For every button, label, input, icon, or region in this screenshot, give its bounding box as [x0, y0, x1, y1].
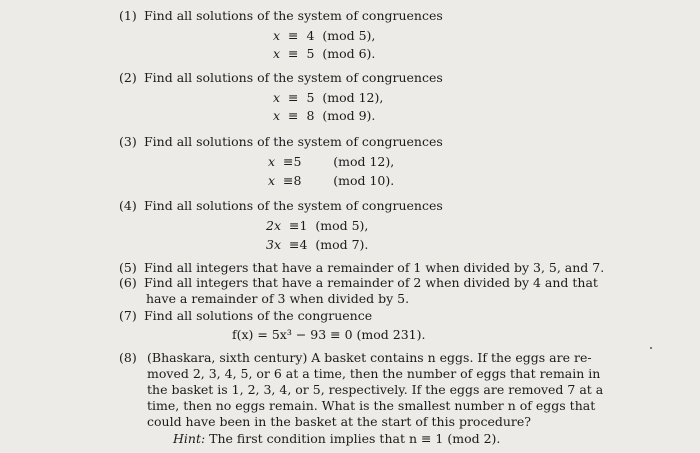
problem-4-eq-1: 2x ≡1 (mod 5), [266, 218, 369, 233]
problem-5-text: Find all integers that have a remainder of 1 when divided by 3, 5, and 7. [144, 260, 605, 275]
problem-2-number: (2) [119, 70, 137, 85]
problem-8-text-4: time, then no eggs remain. What is the smallest number n of eggs that [147, 398, 596, 413]
problem-1-number: (1) [119, 8, 137, 23]
problem-2-eq-1: x ≡ 5 (mod 12), [273, 90, 384, 105]
problem-1-text: Find all solutions of the system of congruences [144, 8, 443, 23]
problem-8-text-5: could have been in the basket at the start of this procedure? [147, 414, 531, 429]
problem-2-eq-2: x ≡ 8 (mod 9). [273, 108, 376, 123]
problem-8-hint [173, 431, 500, 447]
problem-3-eq-1: x ≡5 (mod 12), [268, 154, 395, 169]
problem-8-number: (8) [119, 350, 137, 365]
problem-3-eq-2: x ≡8 (mod 10). [268, 173, 395, 188]
problem-1-eq-1: x ≡ 4 (mod 5), [273, 28, 376, 43]
problem-7-formula: f(x) = 5x³ − 93 ≡ 0 (mod 231). [232, 327, 426, 342]
problem-6-number: (6) [119, 275, 137, 290]
problem-4-text: Find all solutions of the system of congruences [144, 198, 443, 213]
problem-8-text-3: the basket is 1, 2, 3, 4, or 5, respectively. If the eggs are removed 7 at a [147, 382, 604, 397]
problem-7-text: Find all solutions of the congruence [144, 308, 373, 323]
problem-1-eq-2: x ≡ 5 (mod 6). [273, 46, 376, 61]
hint-text: The first condition implies that n ≡ 1 (mod 2). [209, 431, 501, 446]
problem-3-number: (3) [119, 134, 137, 149]
problem-4-eq-2: 3x ≡4 (mod 7). [266, 237, 369, 252]
problem-6-text-1: Find all integers that have a remainder of 2 when divided by 4 and that [144, 275, 598, 290]
hint-label: Hint: [173, 431, 206, 446]
problem-2-text: Find all solutions of the system of congruences [144, 70, 443, 85]
problem-5-number: (5) [119, 260, 137, 275]
problem-8-text-2: moved 2, 3, 4, 5, or 6 at a time, then the number of eggs that remain in [147, 366, 601, 381]
problem-8-text-1: (Bhaskara, sixth century) A basket contains n eggs. If the eggs are re- [147, 350, 592, 365]
problem-7-number: (7) [119, 308, 137, 323]
problem-3-text: Find all solutions of the system of congruences [144, 134, 443, 149]
problem-6-text-2: have a remainder of 3 when divided by 5. [146, 291, 410, 306]
problem-4-number: (4) [119, 198, 137, 213]
paper-speck [650, 347, 652, 349]
